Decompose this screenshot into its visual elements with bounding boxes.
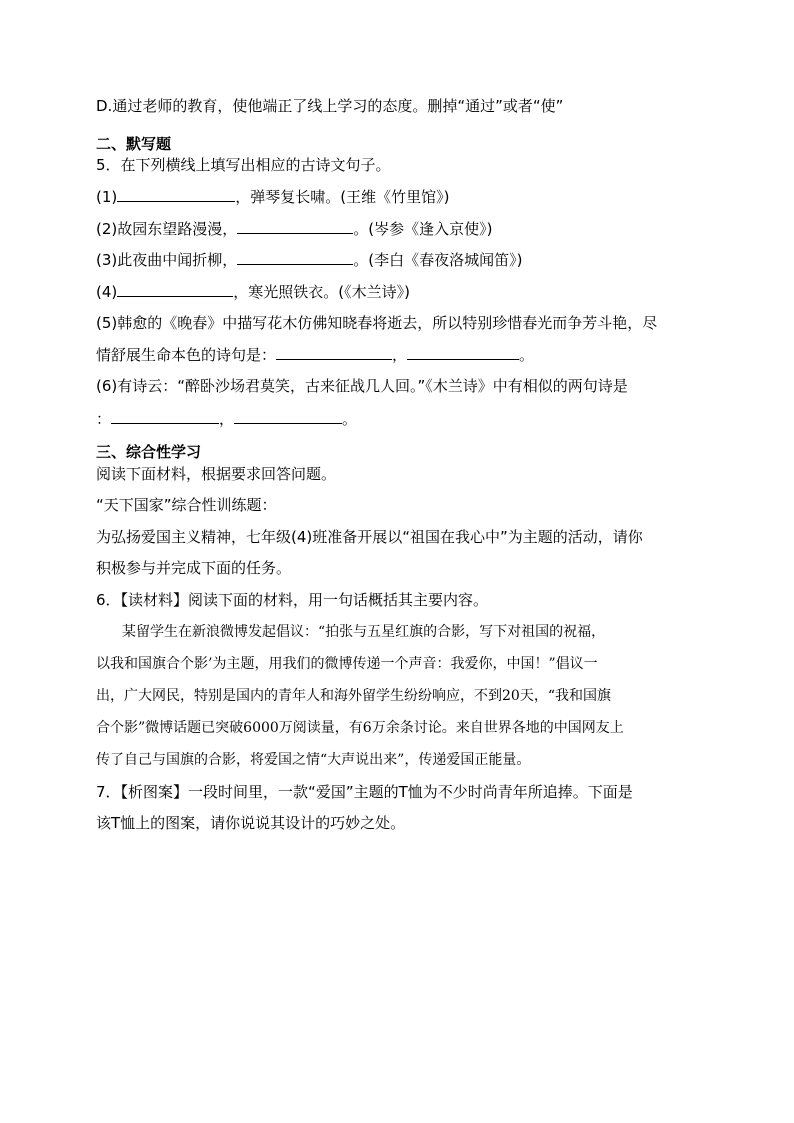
q6-stem: 6．【读材料】阅读下面的材料，用一句话概括其主要内容。	[96, 591, 489, 609]
q5-item-4	[96, 281, 410, 302]
material-line-2: 以我和国旗合个影’为主题，用我们的微博传递一个声音：我爱你，中国！”倡议一	[96, 656, 598, 672]
answer-blank-5a[interactable]	[276, 344, 392, 360]
q5-item-2	[96, 218, 492, 239]
q5-item-1	[96, 186, 449, 207]
section3-title: 三、综合性学习	[96, 443, 202, 461]
answer-blank-6a[interactable]	[111, 408, 219, 424]
q5-stem: 5．在下列横线上填写出相应的古诗文句子。	[96, 156, 391, 174]
section3-task-line2: 积极参与并完成下面的任务。	[96, 559, 292, 577]
q5-item-3-prefix: (3)此夜曲中闻折柳，	[96, 251, 238, 269]
answer-blank-2[interactable]	[237, 218, 353, 234]
q7-line2: 该T恤上的图案，请你说说其设计的巧妙之处。	[96, 814, 406, 832]
q5-item-1-suffix: ，弹琴复长啸。(王维《竹里馆》)	[235, 188, 450, 206]
material-line-5: 传了自己与国旗的合影，将爱国之情“大声说出来”，传递爱国正能量。	[96, 752, 531, 768]
q5-item-5-line1: (5)韩愈的《晚春》中描写花木仿佛知晓春将逝去，所以特别珍惜春光而争芳斗艳，尽	[96, 314, 658, 332]
q5-item-5-prefix: 情舒展生命本色的诗句是：	[96, 346, 277, 364]
q5-item-5-end: 。	[519, 346, 535, 364]
section3-intro: 阅读下面材料，根据要求回答问题。	[96, 465, 337, 483]
q5-item-2-prefix: (2)故园东望路漫漫，	[96, 220, 238, 238]
q5-item-4-prefix: (4)	[96, 283, 118, 301]
section2-title: 二、默写题	[96, 135, 172, 153]
material-line-3: 出，广大网民，特别是国内的青年人和海外留学生纷纷响应，不到20天，“我和国旗	[96, 688, 611, 704]
answer-blank-6b[interactable]	[234, 408, 342, 424]
answer-blank-5b[interactable]	[407, 344, 519, 360]
q5-item-5-sep: ，	[392, 346, 408, 364]
q5-item-5-line2	[96, 344, 534, 365]
answer-blank-3[interactable]	[237, 249, 353, 265]
material-line-4: 合个影”微博话题已突破6000万阅读量，有6万余条讨论。来自世界各地的中国网友上	[96, 720, 624, 736]
section3-task-line1: 为弘扬爱国主义精神，七年级(4)班准备开展以“祖国在我心中”为主题的活动，请你	[96, 528, 643, 546]
section3-topic: “天下国家”综合性训练题：	[96, 496, 277, 514]
q5-item-6-line1: (6)有诗云：“醉卧沙场君莫笑，古来征战几人回。”《木兰诗》中有相似的两句诗是	[96, 377, 628, 395]
q5-item-3-suffix: 。(李白《春夜洛城闻笛》)	[353, 251, 523, 269]
q5-item-1-prefix: (1)	[96, 188, 118, 206]
q5-item-6-prefix: ：	[96, 410, 112, 428]
q7-line1: 7．【析图案】一段时间里，一款“爱国”主题的T恤为不少时尚青年所追捧。下面是	[96, 783, 633, 801]
answer-blank-4[interactable]	[117, 281, 233, 297]
q5-item-3	[96, 249, 522, 270]
q5-item-6-line2	[96, 408, 357, 429]
q4-option-d: D.通过老师的教育，使他端正了线上学习的态度。删掉“通过”或者“使”	[96, 97, 564, 115]
q5-item-6-end: 。	[342, 410, 358, 428]
q5-item-6-sep: ，	[219, 410, 235, 428]
answer-blank-1[interactable]	[117, 186, 235, 202]
material-line-1: 某留学生在新浪微博发起倡议：“拍张与五星红旗的合影，写下对祖国的祝福，	[122, 624, 606, 640]
q5-item-2-suffix: 。(岑参《逢入京使》)	[353, 220, 493, 238]
q5-item-4-suffix: ，寒光照铁衣。(《木兰诗》)	[233, 283, 410, 301]
